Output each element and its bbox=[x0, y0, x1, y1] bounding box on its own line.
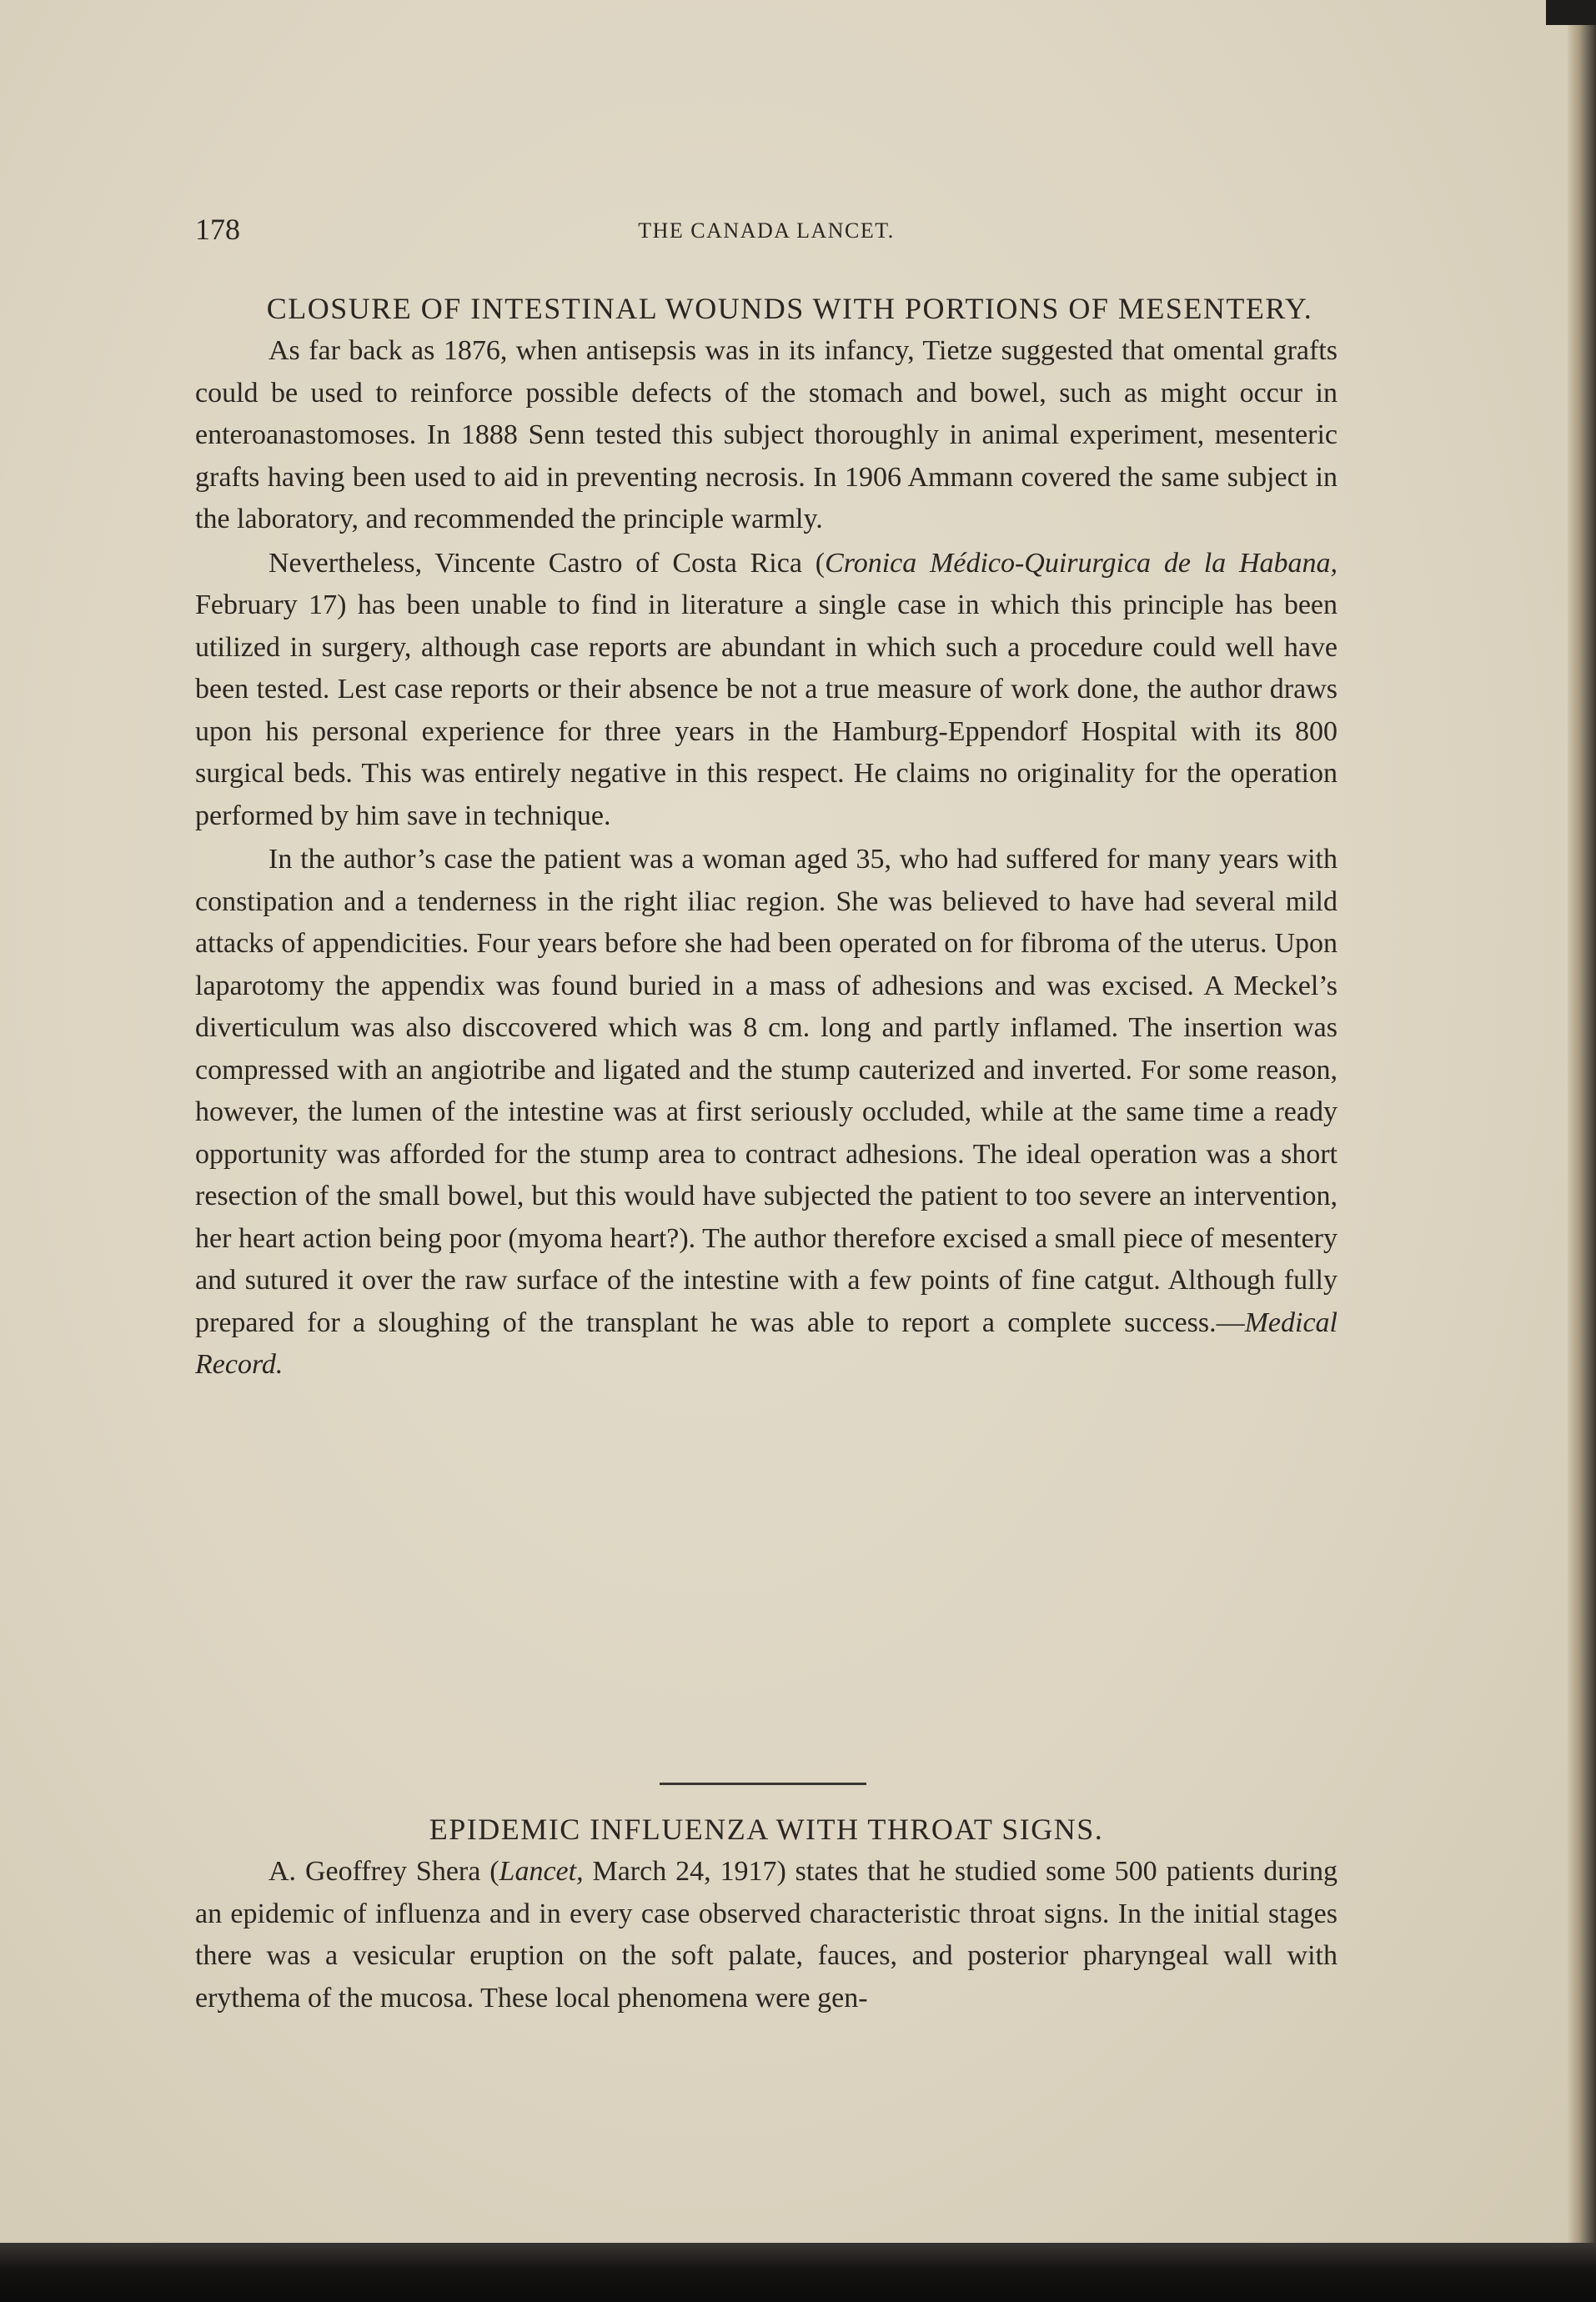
paragraph-text: February 17) has been unable to find in literature a single case in which this principle has been utilized in surgery, although case reports are abundant in which such a procedure could well have been tested. Lest case reports or their absence be not a true measure of work done, the author draws upon his personal experience for three years in the Hamburg-Eppendorf Hospital with its 800 surgical beds. This was entirely negative in this respect. He claims no originality for the operation performed by him save in technique. bbox=[195, 589, 1338, 831]
article-paragraph: As far back as 1876, when antisepsis was in its infancy, Tietze suggested that omental grafts could be used to reinforce possible defects of the stomach and bowel, such as might occur in enteroanastomoses. In 1888 Senn tested this subject thoroughly in animal experiment, mesenteric grafts having been used to aid in preventing necrosis. In 1906 Ammann covered the same subject in the laboratory, and recommended the principle warmly. bbox=[195, 335, 1338, 534]
article-title: CLOSURE OF INTESTINAL WOUNDS WITH PORTIONS OF MESENTERY. bbox=[266, 292, 1313, 325]
page-corner-shadow bbox=[1546, 0, 1596, 25]
scan-bottom-shadow bbox=[0, 2243, 1596, 2302]
article-closure-intestinal-wounds bbox=[195, 287, 1338, 1387]
journal-citation: Cronica Médico-Quirurgica de la Habana, bbox=[825, 547, 1338, 579]
source-attribution: Medical Record. bbox=[195, 1306, 1338, 1380]
journal-title: THE CANADA LANCET. bbox=[638, 218, 895, 243]
section-divider bbox=[660, 1783, 866, 1785]
running-head bbox=[195, 212, 1338, 245]
paragraph-text: Nevertheless, Vincente Castro of Costa Rica ( bbox=[269, 547, 826, 579]
journal-citation: Lancet, bbox=[499, 1856, 584, 1887]
page-number: 178 bbox=[195, 213, 240, 246]
paragraph-text: In the author’s case the patient was a woman aged 35, who had suffered for many years with constipation and a tenderness in the right iliac region. She was believed to have had several mild attacks of appendicities. Four years before she had been operated on for fibroma of the uterus. Upon laparotomy the appendix was found buried in a mass of adhesions and was excised. A Meckel’s diverticulum was also disccovered which was 8 cm. long and partly inflamed. The insertion was compressed with an angiotribe and ligated and the stump cauterized and inverted. For some reason, however, the lumen of the intestine was at first seriously occluded, while at the same time a ready opportunity was afforded for the stump area to contract adhesions. The ideal operation was a short resection of the small bowel, but this would have subjected the patient to too severe an intervention, her heart action being poor (myoma heart?). The author therefore excised a small piece of mesentery and sutured it over the raw surface of the intestine with a few points of fine catgut. Although fully prepared for a sloughing of the transplant he was able to report a complete success.— bbox=[195, 844, 1338, 1338]
page-gutter-edge bbox=[1568, 0, 1596, 2243]
paragraph-text: A. Geoffrey Shera ( bbox=[269, 1856, 499, 1887]
article-paragraph bbox=[195, 543, 1338, 838]
article-title: EPIDEMIC INFLUENZA WITH THROAT SIGNS. bbox=[429, 1813, 1104, 1846]
paragraph-text: March 24, 1917) states that he studied some 500 patients during an epidemic of influenza and in every case observed characteristic throat signs. In the initial stages there was a vesicular eruption on the soft palate, fauces, and posterior pharyngeal wall with erythema of the mucosa. These local phenomena were gen- bbox=[195, 1856, 1338, 2014]
article-paragraph bbox=[195, 839, 1338, 1387]
article-paragraph bbox=[195, 1851, 1338, 2019]
article-epidemic-influenza bbox=[195, 1808, 1338, 2019]
